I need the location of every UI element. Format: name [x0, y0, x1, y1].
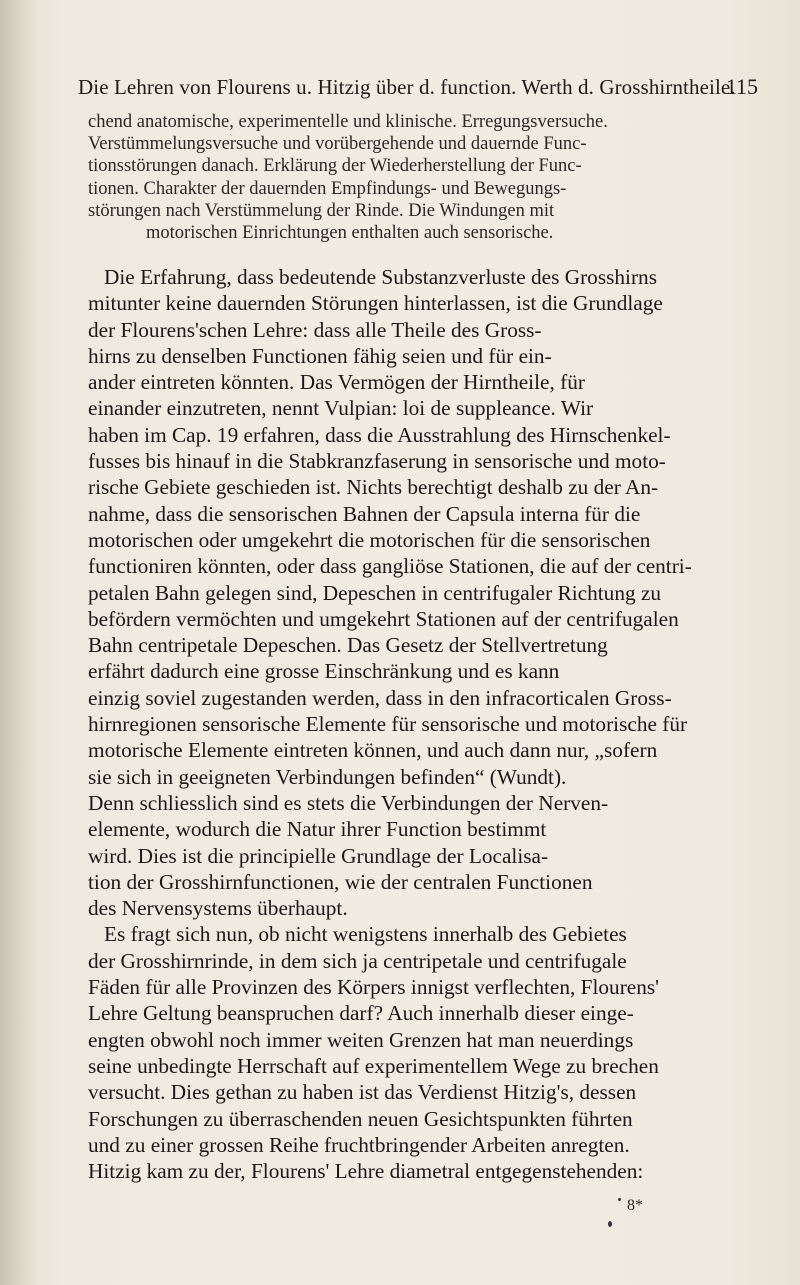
running-header — [78, 72, 758, 102]
body-line: des Nervensystems überhaupt. — [88, 896, 348, 921]
body-line: Die Erfahrung, dass bedeutende Substanzverluste des Grosshirns — [104, 265, 657, 289]
body-line: Bahn centripetale Depeschen. Das Gesetz der Stellvertretung — [88, 633, 608, 658]
body-line: einzig soviel zugestanden werden, dass in den infracorticalen Gross- — [88, 685, 672, 710]
body-line: Denn schliesslich sind es stets die Verbindungen der Nerven- — [88, 790, 609, 815]
body-line: hirnregionen sensorische Elemente für sensorische und motorische für — [88, 712, 688, 737]
summary-line: Verstümmelungsversuche und vorübergehende und dauernde Func- — [88, 134, 587, 155]
body-line: sie sich in geeigneten Verbindungen befinden“ (Wundt). — [88, 764, 567, 789]
running-header-title: Die Lehren von Flourens u. Hitzig über d. function. Werth d. Grosshirntheile. — [78, 75, 736, 99]
body-line: functioniren könnten, oder dass gangliöse Stationen, die auf der centri- — [88, 554, 692, 579]
page-number: 115 — [725, 74, 758, 99]
body-line: Forschungen zu überraschenden neuen Gesichtspunkten führten — [88, 1106, 633, 1131]
body-line: motorische Elemente eintreten können, und auch dann nur, „sofern — [88, 738, 658, 763]
body-line: seine unbedingte Herrschaft auf experimentellem Wege zu brechen — [88, 1053, 659, 1078]
body-line: einander einzutreten, nennt Vulpian: loi de suppleance. Wir — [88, 396, 594, 421]
summary-line: tionsstörungen danach. Erklärung der Wiederherstellung der Func- — [88, 156, 582, 177]
summary-line: motorischen Einrichtungen enthalten auch sensorische. — [146, 223, 554, 244]
body-line: haben im Cap. 19 erfahren, dass die Ausstrahlung des Hirnschenkel- — [88, 422, 671, 447]
printer-signature: 8* — [627, 1197, 643, 1214]
ink-speck — [608, 1221, 612, 1227]
body-line: motorischen oder umgekehrt die motorischen für die sensorischen — [88, 527, 651, 552]
body-line: wird. Dies ist die principielle Grundlage der Localisa- — [88, 843, 549, 868]
body-line: Fäden für alle Provinzen des Körpers innigst verflechten, Flourens' — [88, 975, 660, 1000]
body-line: petalen Bahn gelegen sind, Depeschen in centrifugaler Richtung zu — [88, 580, 662, 605]
body-line: der Flourens'schen Lehre: dass alle Theile des Gross- — [88, 317, 542, 342]
body-line: befördern vermöchten und umgekehrt Stationen auf der centrifugalen — [88, 606, 679, 631]
body-text — [88, 264, 762, 1184]
chapter-summary — [88, 111, 758, 244]
body-line: und zu einer grossen Reihe fruchtbringender Arbeiten anregten. — [88, 1132, 630, 1157]
summary-line: störungen nach Verstümmelung der Rinde. Die Windungen mit — [88, 200, 555, 221]
body-line: rische Gebiete geschieden ist. Nichts berechtigt deshalb zu der An- — [88, 475, 659, 500]
body-line: Es fragt sich nun, ob nicht wenigstens innerhalb des Gebietes — [104, 922, 627, 947]
body-line: Lehre Geltung beanspruchen darf? Auch innerhalb dieser einge- — [88, 1001, 634, 1026]
body-line: versucht. Dies gethan zu haben ist das Verdienst Hitzig's, dessen — [88, 1080, 637, 1105]
body-line: erfährt dadurch eine grosse Einschränkung und es kann — [88, 659, 560, 684]
summary-line: chend anatomische, experimentelle und klinische. Erregungsversuche. — [88, 112, 608, 132]
body-line: elemente, wodurch die Natur ihrer Function bestimmt — [88, 817, 547, 842]
body-line: hirns zu denselben Functionen fähig seien und für ein- — [88, 343, 552, 368]
body-line: tion der Grosshirnfunctionen, wie der centralen Functionen — [88, 869, 593, 894]
body-line: engten obwohl noch immer weiten Grenzen hat man neuerdings — [88, 1027, 634, 1052]
body-line: der Grosshirnrinde, in dem sich ja centripetale und centrifugale — [88, 948, 627, 973]
ink-speck — [618, 1198, 621, 1201]
body-line: fusses bis hinauf in die Stabkranzfaserung in sensorische und moto- — [88, 449, 666, 474]
body-line: Hitzig kam zu der, Flourens' Lehre diametral entgegenstehenden: — [88, 1159, 644, 1184]
body-line: ander eintreten könnten. Das Vermögen der Hirntheile, für — [88, 370, 585, 395]
body-line: nahme, dass die sensorischen Bahnen der Capsula interna für die — [88, 501, 641, 526]
page-gutter-shadow — [0, 0, 38, 1285]
body-line: mitunter keine dauernden Störungen hinterlassen, ist die Grundlage — [88, 291, 663, 316]
summary-line: tionen. Charakter der dauernden Empfindungs- und Bewegungs- — [88, 178, 567, 199]
